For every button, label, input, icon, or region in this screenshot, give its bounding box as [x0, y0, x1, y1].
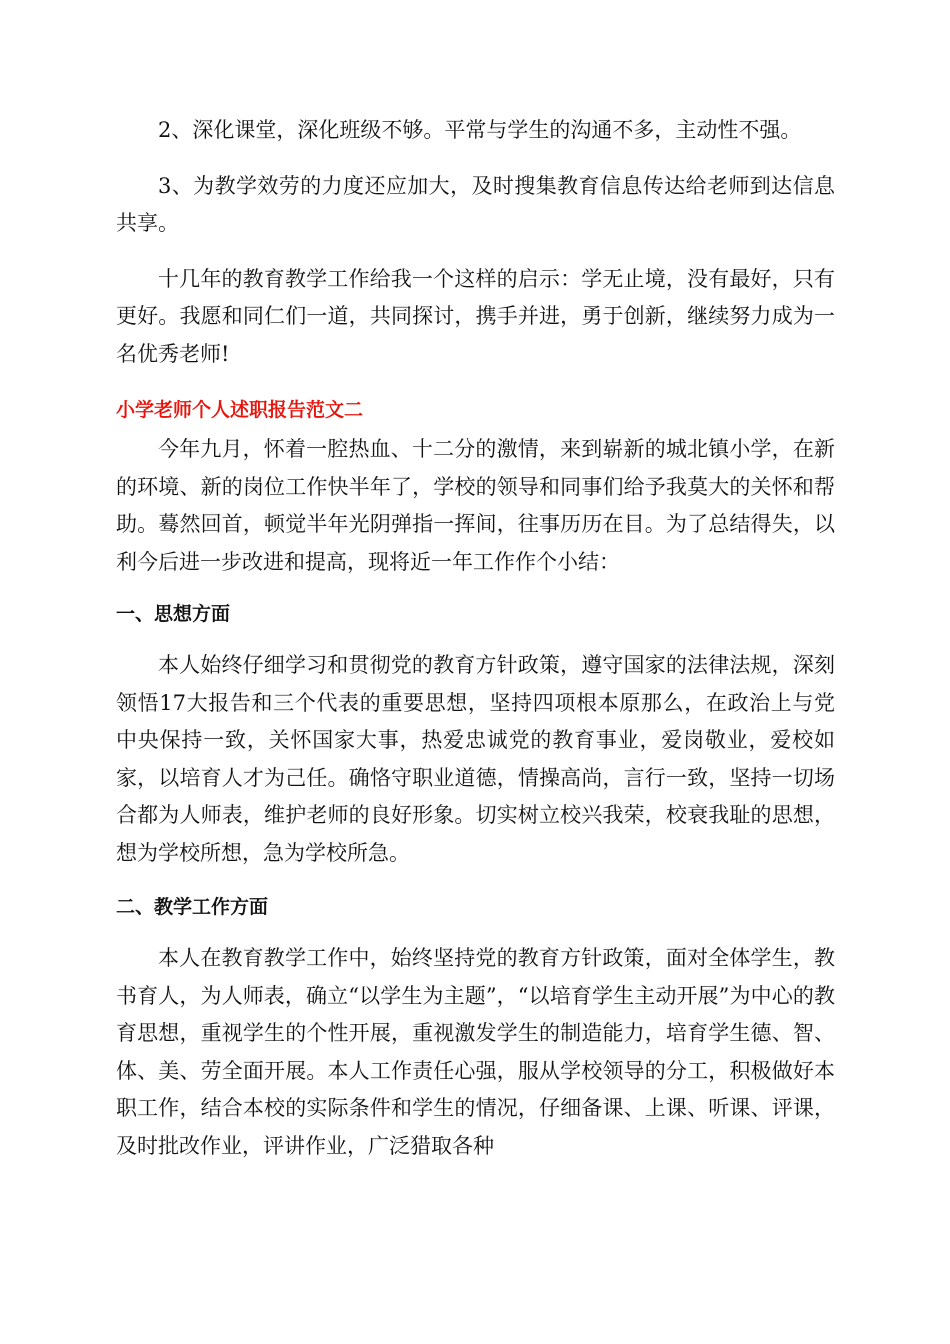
paragraph-intro: 今年九月，怀着一腔热血、十二分的激情，来到崭新的城北镇小学，在新的环境、新的岗位工作快半年了，学校的领导和同事们给予我莫大的关怀和帮助。蓦然回首，顿觉半年光阴弹指一挥间，往事历历在目。为了总结得失，以利今后进一步改进和提高，现将近一年工作作个小结： [116, 437, 835, 574]
paragraph-point-2: 2、深化课堂，深化班级不够。平常与学生的沟通不多，主动性不强。 [158, 118, 802, 142]
paragraph-point-3-text: 3、为教学效劳的力度还应加大，及时搜集教育信息传达给老师到达信息共享。 [116, 173, 835, 235]
paragraph-conclusion: 十几年的教育教学工作给我一个这样的启示：学无止境，没有最好，只有更好。我愿和同仁们一道，共同探讨，携手并进，勇于创新，继续努力成为一名优秀老师! [116, 266, 835, 366]
section-heading-teaching: 二、教学工作方面 [116, 896, 269, 918]
paragraph-thought: 本人始终仔细学习和贯彻党的教育方针政策，遵守国家的法律法规，深刻领悟17大报告和三个代表的重要思想，坚持四项根本原那么，在政治上与党中央保持一致，关怀国家大事，热爱忠诚党的教育事业，爱岗敬业，爱校如家，以培育人才为己任。确恪守职业道德，情操高尚，言行一致，坚持一切场合都为人师表，维护老师的良好形象。切实树立校兴我荣，校衰我耻的思想，想为学校所想，急为学校所急。 [116, 653, 835, 865]
article-title: 小学老师个人述职报告范文二 [116, 399, 364, 421]
document-body [116, 112, 835, 1165]
paragraph-teaching: 本人在教育教学工作中，始终坚持党的教育方针政策，面对全体学生，教书育人，为人师表，确立“以学生为主题”，“以培育学生主动开展”为中心的教育思想，重视学生的个性开展，重视激发学生的制造能力，培育学生德、智、体、美、劳全面开展。本人工作责任心强，服从学校领导的分工，积极做好本职工作，结合本校的实际条件和学生的情况，仔细备课、上课、听课、评课，及时批改作业，评讲作业，广泛猎取各种 [116, 946, 835, 1158]
section-heading-thought: 一、思想方面 [116, 603, 231, 625]
